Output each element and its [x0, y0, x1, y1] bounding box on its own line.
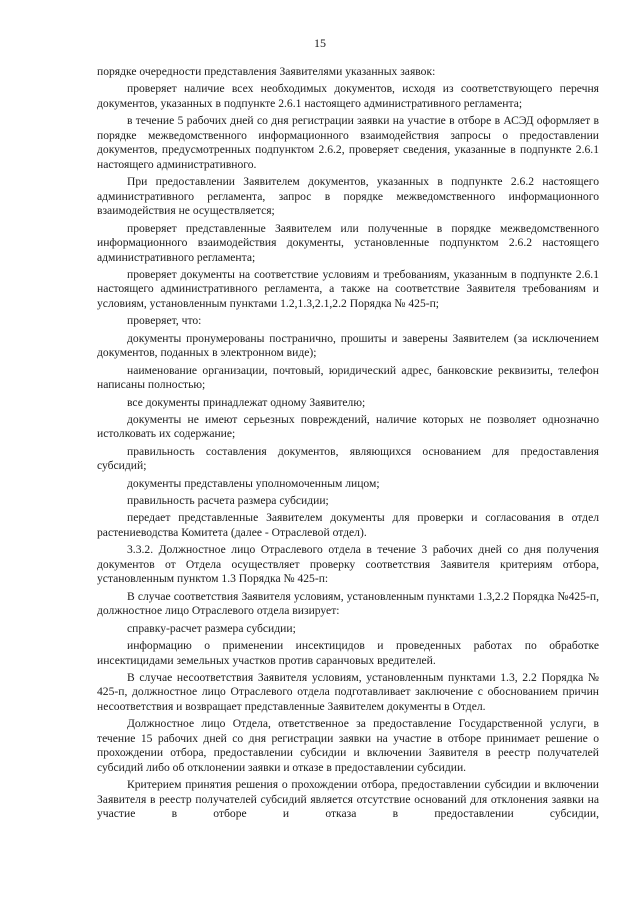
- paragraph: в течение 5 рабочих дней со дня регистрации заявки на участие в отборе в АСЭД оформляет в порядке межведомственного информационного взаимодействия запросы о предоставлении документов, предусмотренных подпунктом 2.6.2, проверяет сведения, указанные в подпункте 2.6.1 настоящего административного.: [97, 114, 599, 171]
- paragraph: Критерием принятия решения о прохождении отбора, предоставлении субсидии и включении Заявителя в реестр получателей субсидий является отсутствие оснований для отклонения заявки на участие в отборе и отказа в предоставлении субсидии,: [97, 778, 599, 821]
- paragraph: 3.3.2. Должностное лицо Отраслевого отдела в течение 3 рабочих дней со дня получения документов от Отдела осуществляет проверку соответствия Заявителя критериям отбора, установленным пунктом 1.3 Порядка № 425-п:: [97, 543, 599, 586]
- paragraph: проверяет, что:: [127, 314, 202, 328]
- paragraph: справку-расчет размера субсидии;: [127, 621, 296, 635]
- paragraph: В случае несоответствия Заявителя условиям, установленным пунктами 1.3, 2.2 Порядка № 425-п, должностное лицо Отраслевого отдела подготавливает заключение с обоснованием причин несоответствия и возвращает представленные Заявителем документы в Отдел.: [97, 670, 599, 713]
- paragraph: проверяет документы на соответствие условиям и требованиям, указанным в подпункте 2.6.1 настоящего административного регламента, а также на соответствие Заявителя требованиям и условиям, установленным пунктами 1.2,1.3,2.1,2.2 Порядка № 425-п;: [97, 267, 599, 310]
- paragraph: документы не имеют серьезных повреждений, наличие которых не позволяет однозначно истолковать их содержание;: [97, 412, 599, 441]
- paragraph: информацию о применении инсектицидов и проведенных работах по обработке инсектицидами земельных участков против саранчовых вредителей.: [97, 639, 599, 667]
- document-body: [97, 65, 599, 822]
- paragraph: проверяет наличие всех необходимых документов, исходя из соответствующего перечня документов, указанных в подпункте 2.6.1 настоящего административного регламента;: [97, 82, 599, 110]
- paragraph: передает представленные Заявителем документы для проверки и согласования в отдел растениеводства Комитета (далее - Отраслевой отдел).: [97, 511, 599, 539]
- paragraph: В случае соответствия Заявителя условиям, установленным пунктами 1.3,2.2 Порядка №425-п, должностное лицо Отраслевого отдела визирует:: [97, 589, 599, 618]
- paragraph: Должностное лицо Отдела, ответственное за предоставление Государственной услуги, в течение 15 рабочих дней со дня регистрации заявки на участие в отборе принимает решение о прохождении отбора, предоставлении субсидии и включении Заявителя в реестр получателей субсидий либо об отклонении заявки и отказе в предоставлении субсидии.: [97, 717, 599, 774]
- paragraph: наименование организации, почтовый, юридический адрес, банковские реквизиты, телефон написаны полностью;: [97, 363, 599, 392]
- paragraph: порядке очередности представления Заявителями указанных заявок:: [97, 65, 436, 78]
- paragraph: документы пронумерованы постранично, прошиты и заверены Заявителем (за исключением документов, поданных в электронном виде);: [97, 331, 599, 360]
- paragraph: документы представлены уполномоченным лицом;: [127, 476, 380, 490]
- paragraph: правильность расчета размера субсидии;: [127, 494, 329, 508]
- paragraph: все документы принадлежат одному Заявителю;: [127, 395, 366, 409]
- paragraph: проверяет представленные Заявителем или полученные в порядке межведомственного информационного взаимодействия документы, установленные подпунктом 2.6.2 настоящего административного регламента;: [97, 221, 599, 264]
- paragraph: правильность составления документов, являющихся основанием для предоставления субсидий;: [97, 444, 599, 473]
- page-number: 15: [314, 36, 326, 50]
- paragraph: При предоставлении Заявителем документов, указанных в подпункте 2.6.2 настоящего административного регламента, запрос в порядке межведомственного информационного взаимодействия не осуществляется;: [97, 175, 599, 218]
